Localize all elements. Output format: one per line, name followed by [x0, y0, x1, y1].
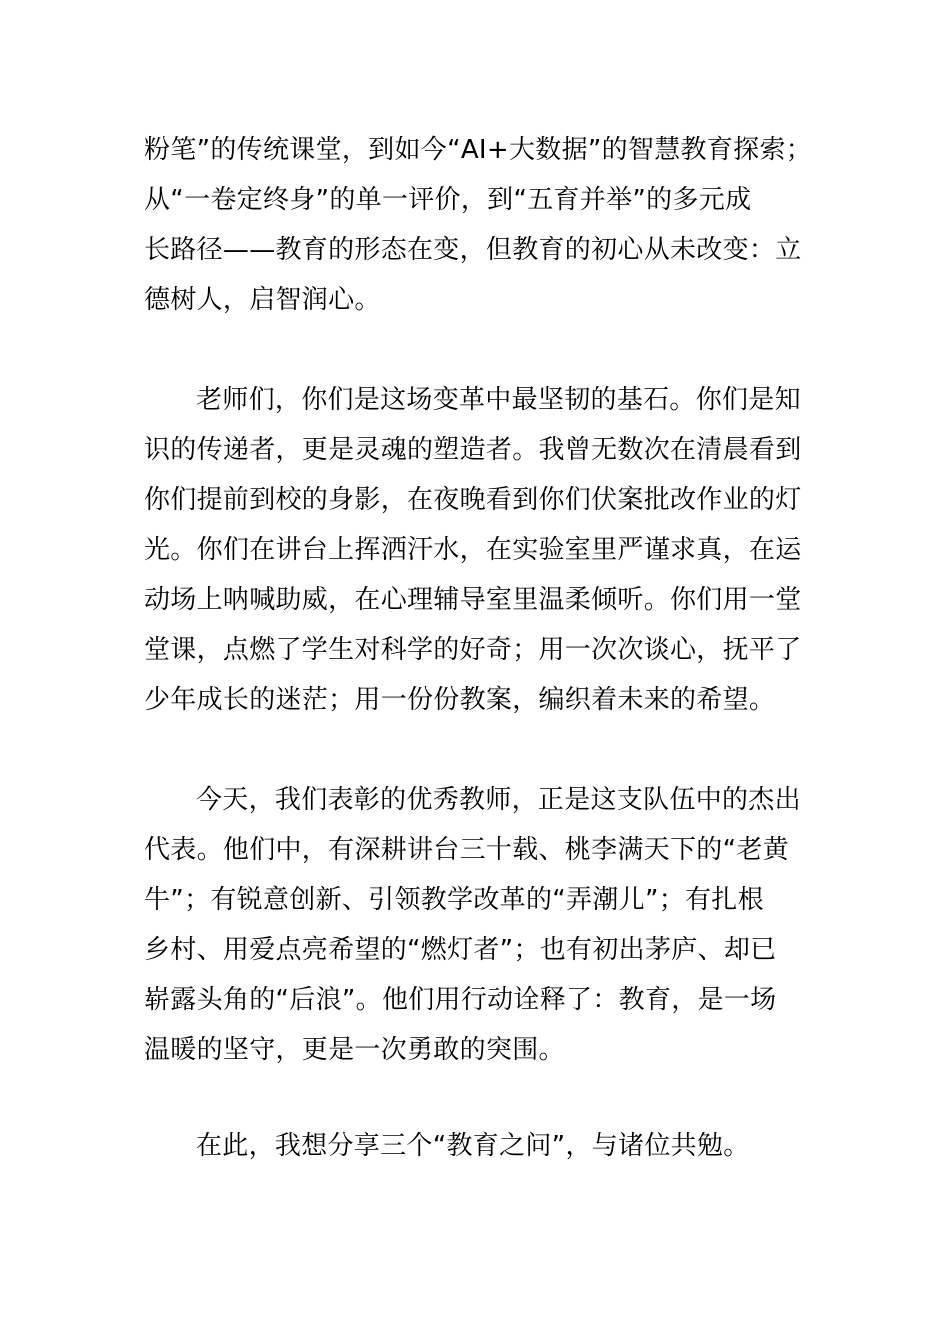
- paragraph-3-line-3: 牛”；有锐意创新、引领教学改革的“弄潮儿”；有扎根: [144, 885, 764, 915]
- paragraph-3-line-1: 今天，我们表彰的优秀教师，正是这支队伍中的杰出: [196, 785, 801, 815]
- paragraph-4-line-1: 在此，我想分享三个“教育之问”，与诸位共勉。: [196, 1131, 750, 1161]
- paragraph-2-line-6: 堂课，点燃了学生对科学的好奇；用一次次谈心，抚平了: [144, 635, 802, 665]
- paragraph-3-line-4: 乡村、用爱点亮希望的“燃灯者”；也有初出茅庐、却已: [144, 935, 777, 965]
- paragraph-3-line-2: 代表。他们中，有深耕讲台三十载、桃李满天下的“老黄: [144, 835, 789, 865]
- paragraph-2-line-4: 光。你们在讲台上挥洒汗水，在实验室里严谨求真，在运: [144, 535, 802, 565]
- paragraph-3-line-6: 温暖的坚守，更是一次勇敢的突围。: [144, 1035, 565, 1065]
- paragraph-2-line-7: 少年成长的迷茫；用一份份教案，编织着未来的希望。: [144, 685, 776, 715]
- paragraph-2-line-1: 老师们，你们是这场变革中最坚韧的基石。你们是知: [196, 385, 801, 415]
- paragraph-1-line-3: 长路径——教育的形态在变，但教育的初心从未改变：立: [144, 235, 802, 265]
- paragraph-2-line-2: 识的传递者，更是灵魂的塑造者。我曾无数次在清晨看到: [144, 435, 802, 465]
- paragraph-1-line-1: 粉笔”的传统课堂，到如今“AI+大数据”的智慧教育探索；: [144, 135, 813, 165]
- paragraph-3-line-5: 崭露头角的“后浪”。他们用行动诠释了：教育，是一场: [144, 985, 777, 1015]
- paragraph-2-line-5: 动场上呐喊助威，在心理辅导室里温柔倾听。你们用一堂: [144, 585, 802, 615]
- paragraph-2-line-3: 你们提前到校的身影，在夜晚看到你们伏案批改作业的灯: [144, 485, 802, 515]
- paragraph-1-line-4: 德树人，启智润心。: [144, 285, 381, 315]
- paragraph-1-line-2: 从“一卷定终身”的单一评价，到“五育并举”的多元成: [144, 185, 752, 215]
